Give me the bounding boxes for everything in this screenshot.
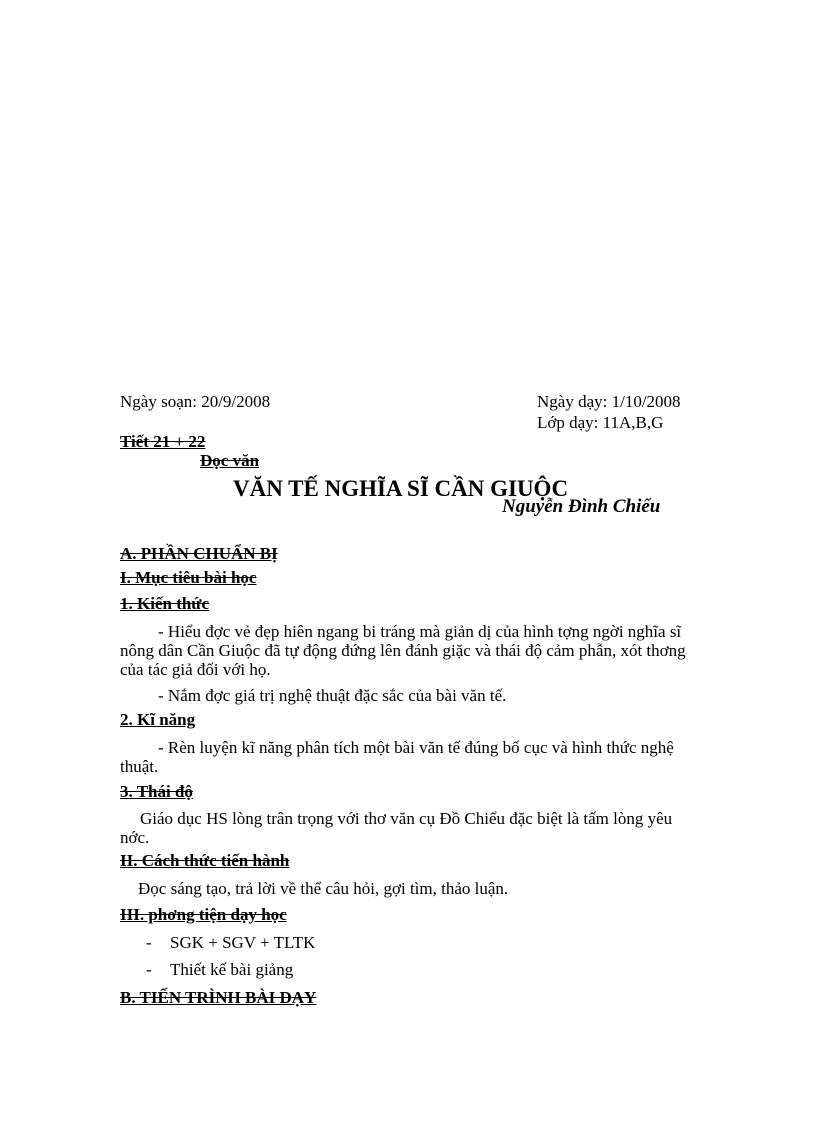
means-heading: III. phơng tiện dạy học — [120, 905, 287, 924]
knowledge-paragraph-1: - Hiểu đợc vẻ đẹp hiên ngang bi tráng mà giản dị của hình tợng ngời nghĩa sĩ nông dân Cần Giuộc đã tự động đứng lên đánh giặc và thái độ cảm phẫn, xót thơng của tác giả đối với họ. — [120, 622, 686, 679]
period-label: Tiết 21 + 22 — [120, 432, 206, 451]
attitude-paragraph-1: Giáo dục HS lòng trân trọng với thơ văn cụ Đồ Chiểu đặc biệt là tấm lòng yêu nớc. — [120, 809, 673, 847]
attitude-heading: 3. Thái độ — [120, 782, 193, 801]
lesson-title: VĂN TẾ NGHĨA SĨ CẦN GIUỘC — [233, 476, 569, 501]
prepare-date: Ngày soạn: 20/9/2008 — [120, 392, 271, 411]
section-b-heading: B. TIẾN TRÌNH BÀI DẠY — [120, 988, 317, 1007]
method-paragraph-1: Đọc sáng tạo, trả lời về thể câu hỏi, gợi tìm, thảo luận. — [138, 879, 509, 898]
class-list: Lớp dạy: 11A,B,G — [537, 413, 664, 432]
section-a-heading: A. PHẦN CHUẨN BỊ — [120, 544, 278, 563]
author-name: Nguyễn Đình Chiểu — [502, 496, 661, 517]
means-item-bullet: - — [146, 960, 152, 979]
means-item: Thiết kế bài giảng — [170, 960, 294, 979]
objectives-heading: I. Mục tiêu bài học — [120, 568, 257, 587]
knowledge-heading: 1. Kiến thức — [120, 594, 210, 613]
method-heading: II. Cách thức tiến hành — [120, 851, 290, 870]
skill-paragraph-1: - Rèn luyện kĩ năng phân tích một bài văn tế đúng bố cục và hình thức nghệ thuật. — [120, 738, 674, 776]
knowledge-paragraph-2: - Nắm đợc giá trị nghệ thuật đặc sắc của bài văn tế. — [158, 686, 507, 705]
teach-date: Ngày dạy: 1/10/2008 — [537, 392, 681, 411]
subject-label: Đọc văn — [200, 451, 260, 470]
skill-heading: 2. Kĩ năng — [120, 710, 196, 729]
means-item-bullet: - — [146, 933, 152, 952]
means-item: SGK + SGV + TLTK — [170, 933, 316, 952]
